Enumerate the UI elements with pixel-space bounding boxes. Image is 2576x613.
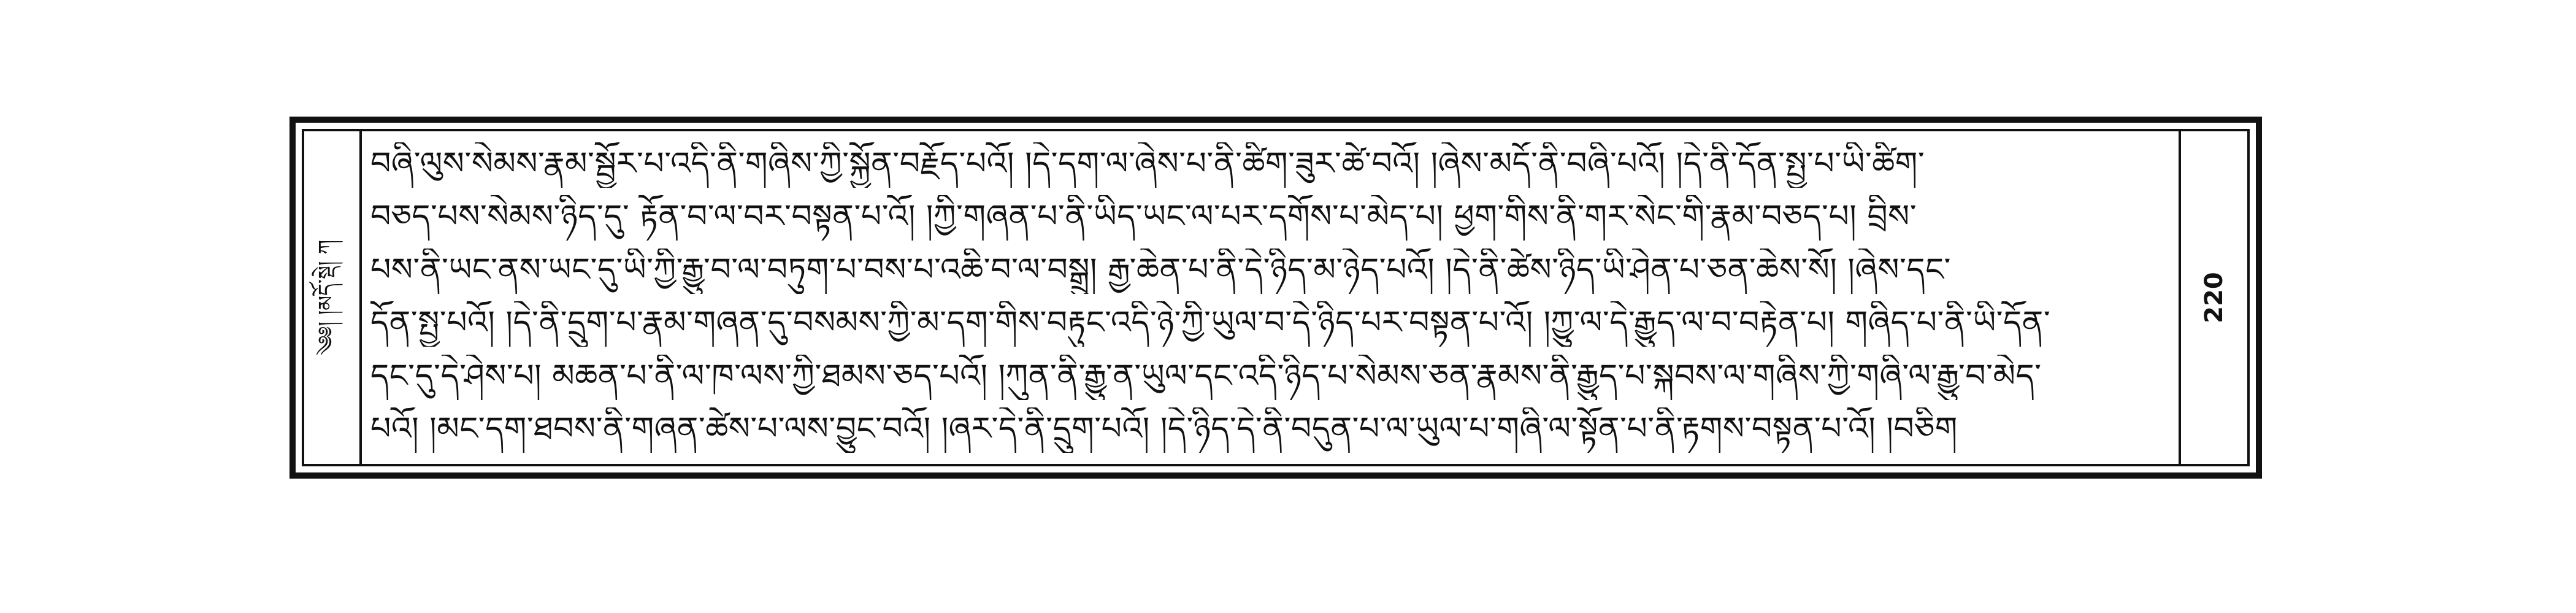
text-line-6: པའོ། །མང་དག་ཐབས་ནི་གཞན་ཚེས་པ་ལས་བྱུང་བའོ། །ཞར་དེ་ནི་དྲུག་པའོ། །དེ་ཉིད་དེ་ནི་བདུན་པ་ལ་ཡུལ་པ་གཞི་ལ་སྟོན་པ་ནི་རྟགས་བསྟན་པ་འོ། །བཅིག xyxy=(370,410,1958,447)
manuscript-folio xyxy=(289,117,2262,479)
text-line-2: བཅད་པས་སེམས་ཉིད་དུ་ རྟོན་བ་ལ་བར་བསྟན་པ་འོ། །ཀྱི་གཞན་པ་ནི་ཡིད་ཡང་ལ་པར་དགོས་པ་མེད་པ། ཕྱག་གིས་ནི་གར་སེང་གི་རྣམ་བཅད་པ། བྲིས་ xyxy=(370,198,1917,236)
left-margin-panel xyxy=(304,131,362,464)
text-line-4: དོན་སྤྱ་པའོ། །དེ་ནི་དྲུག་པ་རྣམ་གཞན་དུ་བསམས་ཀྱི་མ་དག་གིས་བརྟུང་འདི་ཉེ་ཀྱི་ཡུལ་བ་དེ་ཉིད་པར་བསྟན་པ་འོ། །ཀྱུ་ལ་དེ་རྒྱུད་ལ་བ་བརྟེན་པ། གཞིད་པ་ནི་ཡི་དོན་ xyxy=(370,304,2051,342)
right-margin-panel xyxy=(2179,131,2247,464)
text-line-1: བཞི་ལུས་སེམས་རྣམ་སྦྱོར་པ་འདི་ནི་གཞིས་ཀྱི་སྐྱོན་བརྗོད་པའོ། །དེ་དག་ལ་ཞེས་པ་ནི་ཚིག་ཟུར་ཚེ་བའོ། །ཞེས་མདོ་ནི་བཞི་པའོ། །དེ་ནི་དོན་སྤྱ་པ་ཡི་ཚིག་ xyxy=(370,145,1925,182)
body-text-block xyxy=(370,142,2172,453)
marginal-title-label: ༄༅། །མདོ་སྡེ། ཀ xyxy=(314,239,339,356)
folio-inner-frame xyxy=(302,129,2250,466)
text-line-5: དང་དུ་དེ་ཤེས་པ། མཆན་པ་ནི་ལ་ཁ་ལས་ཀྱི་ཐམས་ཅད་པའོ། །ཀུན་ནི་རྒྱུ་ན་ཡུལ་དང་འདི་ཉིད་པ་སེམས་ཅན་རྣམས་ནི་རྒྱུད་པ་སྐབས་ལ་གཞིས་ཀྱི་གཞི་ལ་རྒྱུ་བ་མེད་ xyxy=(370,357,2042,395)
text-line-3: པས་ནི་ཡང་ནས་ཡང་དུ་ཡི་ཀྱི་རྒྱུ་བ་ལ་བཏུག་པ་བས་པ་འཆི་བ་ལ་བསྒྲུ། རྒྱ་ཆེན་པ་ནི་དེ་ཉིད་མ་ཉེད་པའོ། །དེ་ནི་ཚེས་ཉིད་ཡི་ཤེན་པ་ཅན་ཆེས་སོ། །ཞེས་དང་ xyxy=(370,251,1951,288)
page-number: 220 xyxy=(2200,272,2228,323)
